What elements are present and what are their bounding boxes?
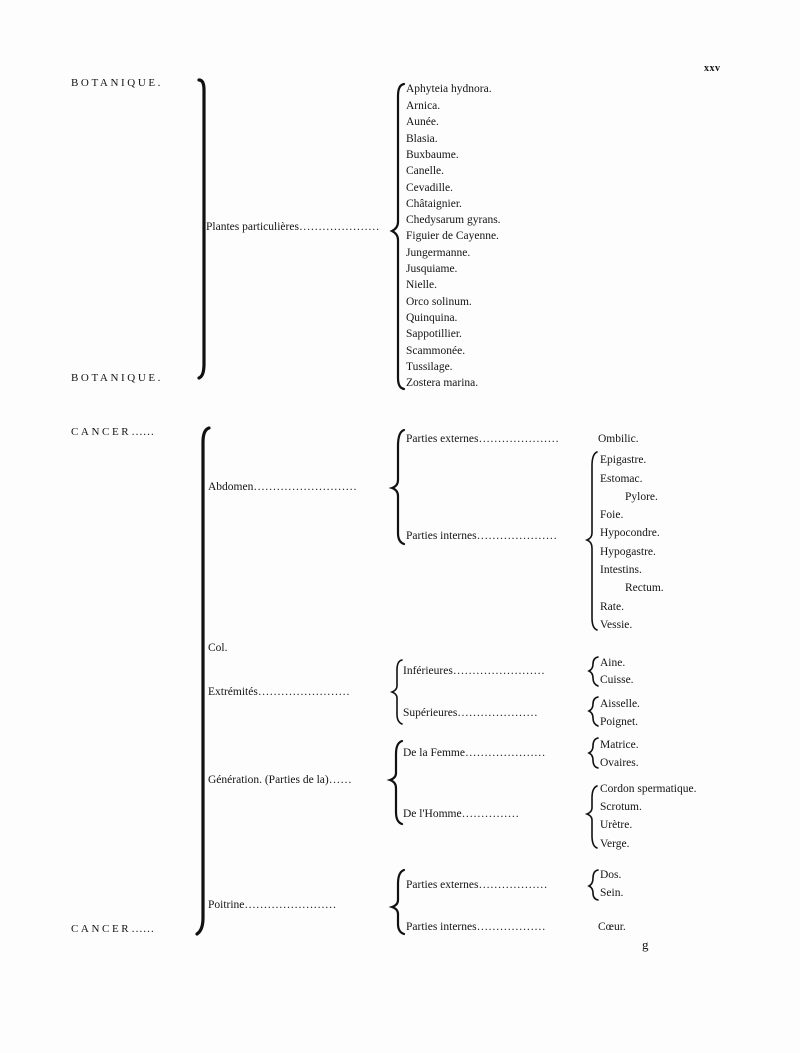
abdomen-internes-label: Parties internes………………… — [406, 530, 558, 542]
inferieures-label: Inférieures…………………… — [403, 665, 545, 677]
plant-item: Cevadille. — [406, 182, 453, 194]
abdomen-internes-brace — [587, 452, 597, 630]
organ-item: Aisselle. — [600, 698, 640, 710]
botanique-main-brace — [199, 80, 204, 378]
plant-item: Nielle. — [406, 279, 437, 291]
cancer-main-brace — [197, 428, 209, 934]
organ-item: Hypocondre. — [600, 527, 660, 539]
poitrine-internes-label: Parties internes……………… — [406, 921, 546, 933]
organ-item: Rate. — [600, 601, 624, 613]
organ-item: Scrotum. — [600, 801, 642, 813]
plant-item: Zostera marina. — [406, 377, 479, 389]
organ-item: Urètre. — [600, 819, 633, 831]
plantes-particulieres-label: Plantes particulières………………… — [206, 221, 380, 233]
plant-item: Jusquiame. — [406, 263, 458, 275]
plant-item: Quinquina. — [406, 312, 458, 324]
poitrine-brace — [392, 870, 404, 934]
extremites-label: Extrémités…………………… — [208, 686, 350, 698]
organ-item: Vessie. — [600, 619, 633, 631]
organ-item: Cuisse. — [600, 674, 634, 686]
plant-item: Sappotillier. — [406, 328, 462, 340]
cancer-heading-bottom: CANCER…… — [71, 923, 155, 935]
organ-item: Ovaires. — [600, 757, 639, 769]
organ-item: Aine. — [600, 657, 626, 669]
organ-item: Matrice. — [600, 739, 639, 751]
organ-item: Poignet. — [600, 716, 639, 728]
abdomen-label: Abdomen……………………… — [208, 481, 357, 493]
organ-item: Ombilic. — [598, 433, 639, 445]
organ-item: Verge. — [600, 838, 630, 850]
plant-item: Aunée. — [406, 116, 439, 128]
organ-item: Cordon spermatique. — [600, 783, 697, 795]
generation-brace — [390, 741, 402, 824]
poitrine-label: Poitrine…………………… — [208, 899, 337, 911]
superieures-brace — [589, 697, 598, 726]
signature-mark: g — [642, 937, 649, 952]
plant-item: Aphyteia hydnora. — [406, 83, 492, 95]
abdomen-externes-label: Parties externes………………… — [406, 433, 559, 445]
plant-item: Tussilage. — [406, 361, 453, 373]
organ-item: Epigastre. — [600, 454, 647, 466]
organ-item: Intestins. — [600, 564, 642, 576]
plant-item: Orco solinum. — [406, 296, 472, 308]
femme-brace — [589, 738, 598, 768]
plant-item: Scammonée. — [406, 345, 466, 357]
plant-item: Blasia. — [406, 133, 438, 145]
superieures-label: Supérieures………………… — [403, 707, 538, 719]
col-label: Col. — [208, 642, 228, 654]
femme-label: De la Femme………………… — [403, 747, 546, 759]
botanique-heading-top: BOTANIQUE. — [71, 77, 164, 89]
plant-item: Châtaignier. — [406, 198, 462, 210]
plant-item: Canelle. — [406, 165, 444, 177]
organ-item: Dos. — [600, 869, 622, 881]
poitrine-externes-brace — [589, 870, 598, 900]
abdomen-brace — [392, 430, 404, 544]
plantes-brace — [392, 84, 404, 389]
organ-item: Pylore. — [625, 491, 658, 503]
inferieures-brace — [589, 657, 598, 686]
generation-label: Génération. (Parties de la)…… — [208, 774, 352, 786]
organ-item: Estomac. — [600, 473, 643, 485]
page-number: xxv — [704, 63, 721, 74]
homme-brace — [587, 786, 597, 848]
plant-item: Buxbaume. — [406, 149, 459, 161]
plant-item: Figuier de Cayenne. — [406, 230, 499, 242]
organ-item: Sein. — [600, 887, 624, 899]
cancer-heading-top: CANCER…… — [71, 426, 155, 438]
organ-item: Foie. — [600, 509, 624, 521]
organ-item: Hypogastre. — [600, 546, 656, 558]
organ-item: Rectum. — [625, 582, 664, 594]
homme-label: De l'Homme…………… — [403, 808, 520, 820]
botanique-heading-bottom: BOTANIQUE. — [71, 372, 164, 384]
poitrine-externes-label: Parties externes……………… — [406, 879, 548, 891]
plant-item: Chedysarum gyrans. — [406, 214, 501, 226]
plant-item: Jungermanne. — [406, 247, 471, 259]
organ-item: Cœur. — [598, 921, 626, 933]
plant-item: Arnica. — [406, 100, 441, 112]
extremites-brace — [392, 660, 402, 724]
